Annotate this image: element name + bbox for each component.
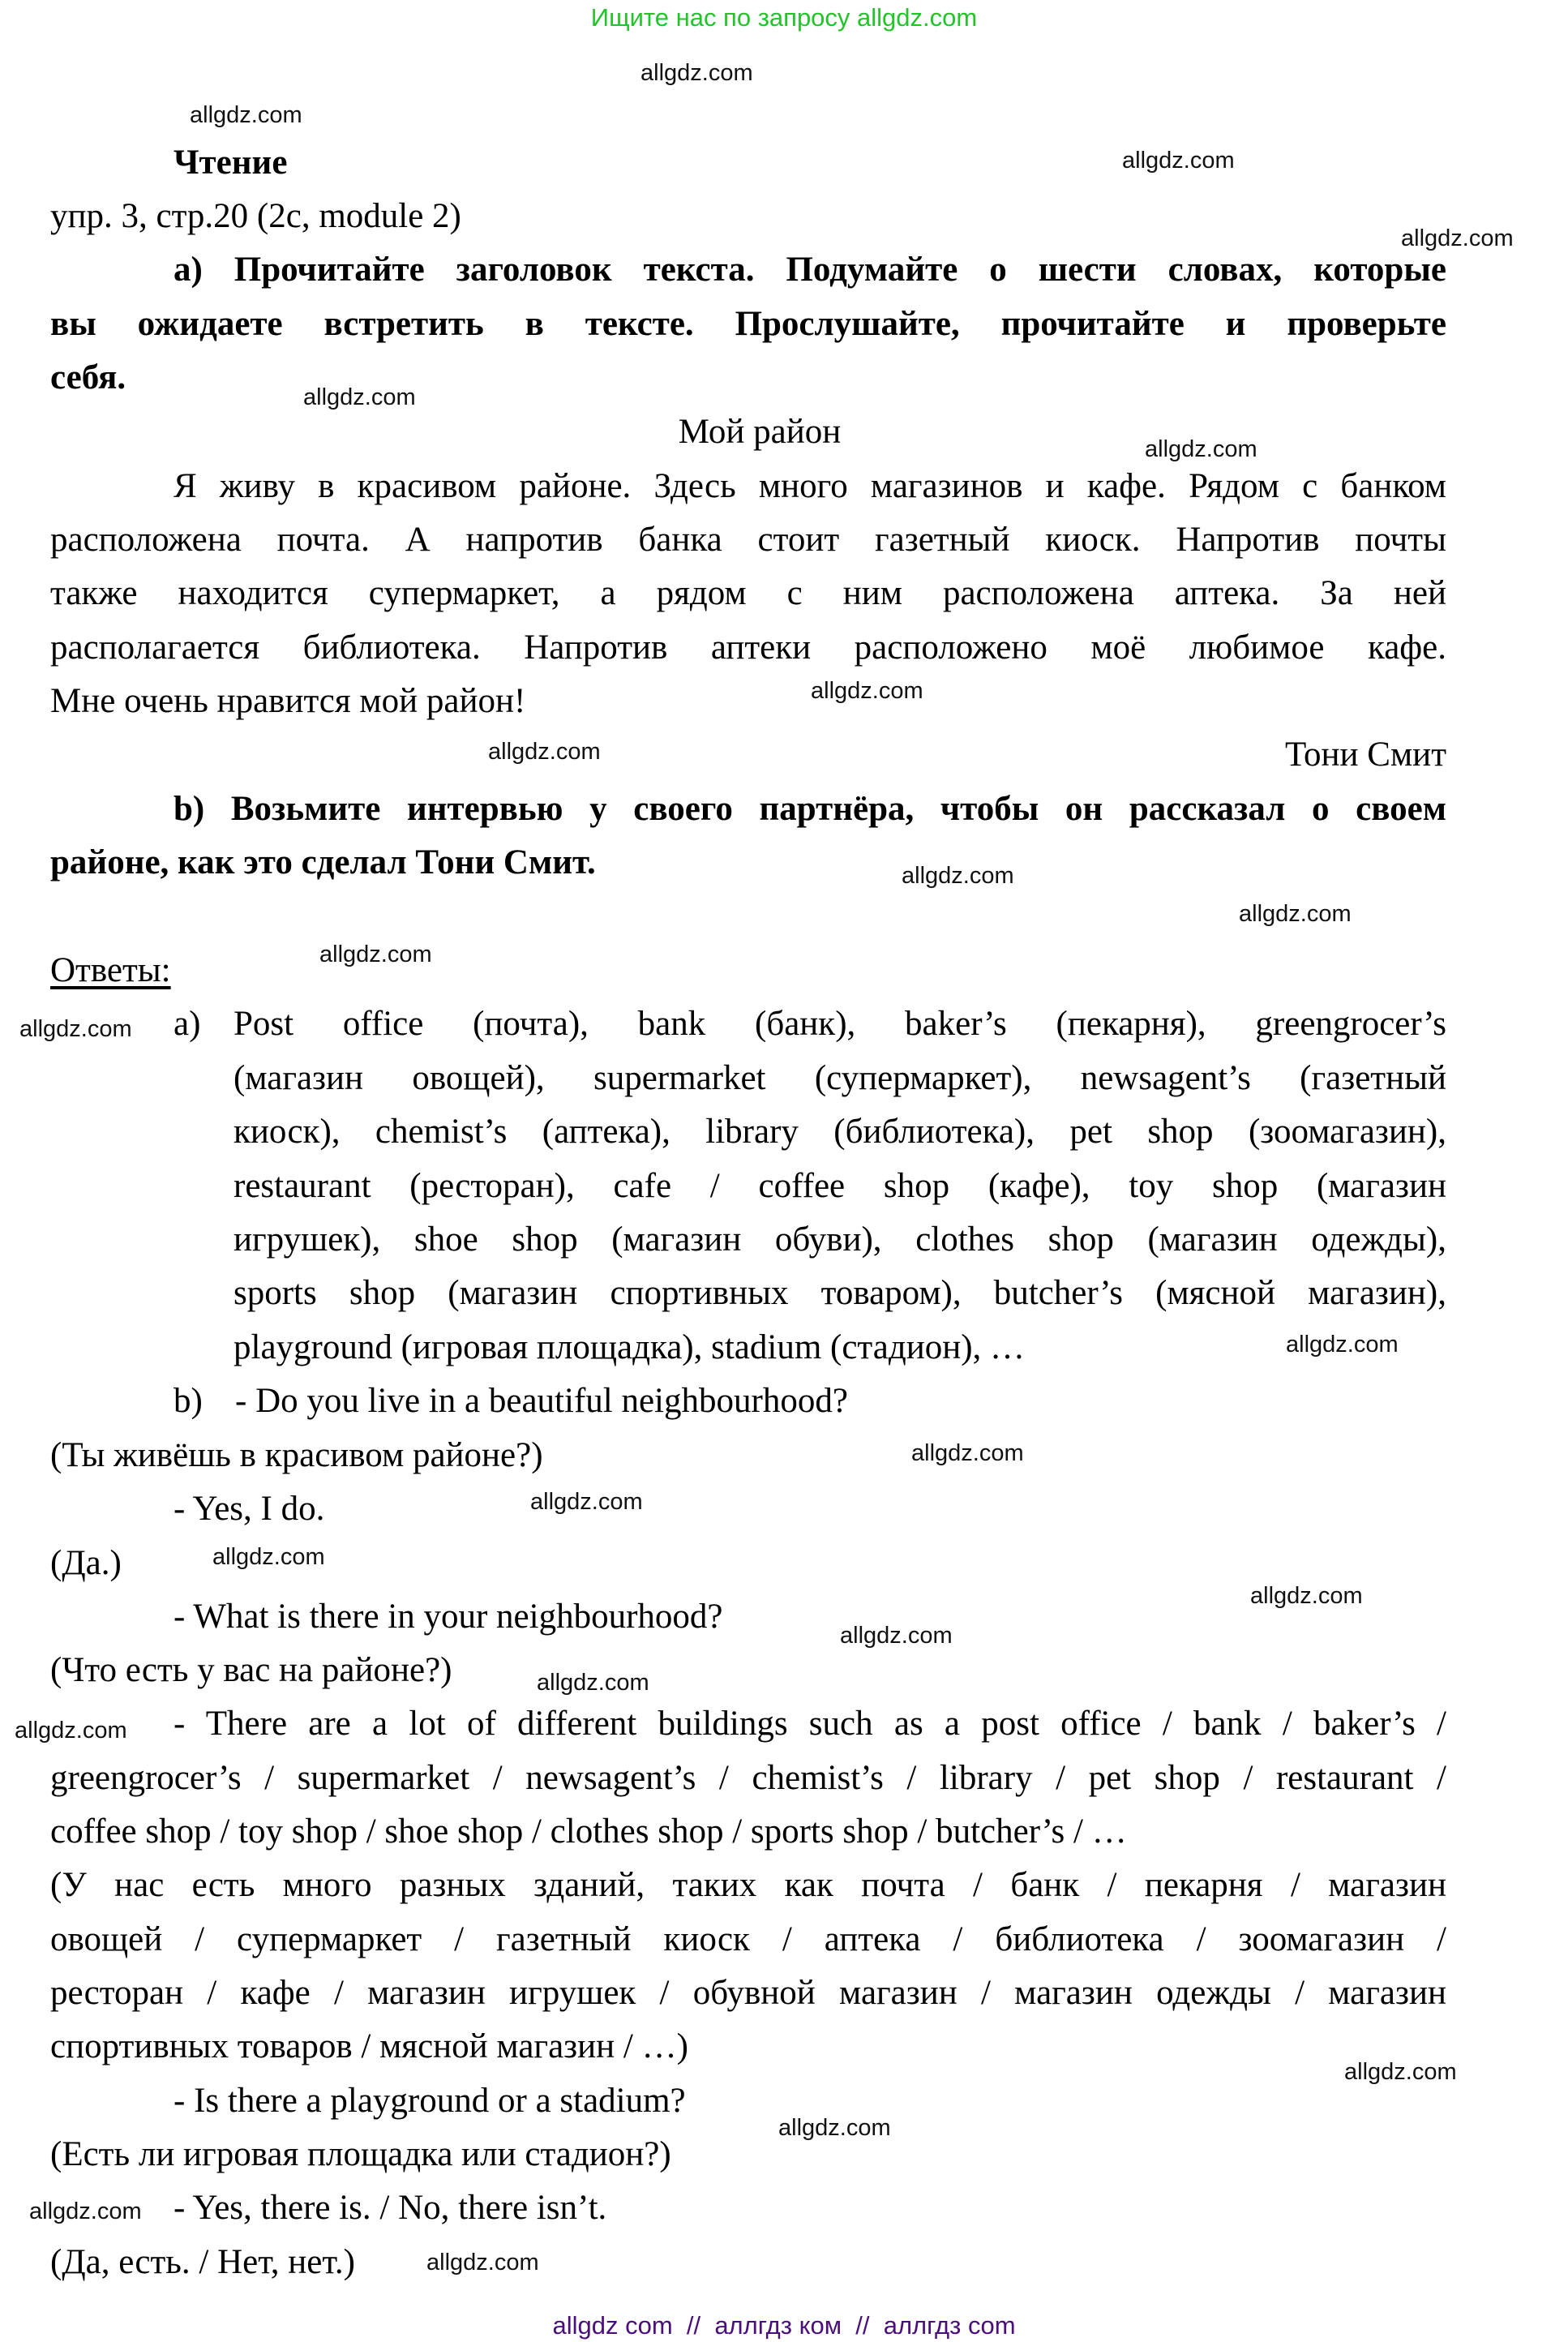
text-line-3: также находится супермаркет, а рядом с ним расположена аптека. За ней: [50, 574, 1446, 612]
watermark: allgdz.com: [303, 384, 416, 410]
watermark: allgdz.com: [426, 2250, 539, 2276]
answer-a-line-3: киоск), chemist’s (аптека), library (библиотека), pet shop (зоомагазин),: [233, 1113, 1446, 1151]
dialogue-line: - Is there a playground or a stadium?: [174, 2082, 686, 2120]
watermark: allgdz.com: [530, 1489, 643, 1515]
task-b-line-2: районе, как это сделал Тони Смит.: [50, 843, 596, 881]
watermark: allgdz.com: [1401, 225, 1514, 251]
answer-a-line-7: playground (игровая площадка), stadium (стадион), …: [233, 1328, 1026, 1366]
text-line-2: расположена почта. А напротив банка стоит газетный киоск. Напротив почты: [50, 521, 1446, 559]
watermark: allgdz.com: [19, 1016, 132, 1042]
task-a-line-3: себя.: [50, 358, 126, 397]
section-title: Чтение: [174, 144, 288, 182]
watermark: allgdz.com: [1344, 2059, 1457, 2085]
dialogue-line: greengrocer’s / supermarket / newsagent’s / chemist’s / library / pet shop / restaurant /: [50, 1759, 1446, 1797]
task-a-line-1: a) Прочитайте заголовок текста. Подумайте о шести словах, которые: [174, 251, 1446, 289]
dialogue-line: (Ты живёшь в красивом районе?): [50, 1436, 543, 1474]
text-author: Тони Смит: [1284, 736, 1446, 774]
dialogue-line: - Yes, there is. / No, there isn’t.: [174, 2189, 607, 2227]
watermark: allgdz.com: [778, 2115, 891, 2141]
dialogue-line: (Да.): [50, 1544, 122, 1582]
answers-label: Ответы:: [50, 951, 171, 989]
watermark: allgdz.com: [29, 2198, 142, 2224]
watermark: allgdz.com: [1239, 901, 1352, 927]
answer-b-marker: b): [174, 1382, 203, 1420]
dialogue-line: спортивных товаров / мясной магазин / …): [50, 2027, 688, 2065]
dialogue-line: ресторан / кафе / магазин игрушек / обувной магазин / магазин одежды / магазин: [50, 1974, 1446, 2012]
watermark: allgdz.com: [902, 863, 1014, 889]
watermark: allgdz.com: [640, 60, 753, 86]
watermark: allgdz.com: [537, 1670, 649, 1696]
task-b-line-1: b) Возьмите интервью у своего партнёра, чтобы он рассказал о своем: [174, 790, 1446, 828]
watermark: allgdz.com: [190, 102, 302, 128]
dialogue-line: coffee shop / toy shop / shoe shop / clothes shop / sports shop / butcher’s / …: [50, 1812, 1127, 1851]
watermark: allgdz.com: [840, 1623, 953, 1649]
answer-a-line-2: (магазин овощей), supermarket (супермаркет), newsagent’s (газетный: [233, 1059, 1446, 1097]
dialogue-line: - There are a lot of different buildings such as a post office / bank / baker’s /: [174, 1705, 1446, 1743]
watermark: allgdz.com: [212, 1544, 325, 1570]
answer-a-marker: a): [174, 1005, 201, 1043]
answer-a-line-6: sports shop (магазин спортивных товаром), butcher’s (мясной магазин),: [233, 1274, 1446, 1312]
dialogue-line: (У нас есть много разных зданий, таких как почта / банк / пекарня / магазин: [50, 1866, 1446, 1904]
dialogue-line: овощей / супермаркет / газетный киоск / аптека / библиотека / зоомагазин /: [50, 1920, 1446, 1958]
dialogue-line: - Yes, I do.: [174, 1490, 325, 1528]
exercise-reference: упр. 3, стр.20 (2c, module 2): [50, 197, 461, 235]
watermark: allgdz.com: [811, 678, 923, 704]
text-line-5: Мне очень нравится мой район!: [50, 682, 526, 720]
watermark: allgdz.com: [1145, 436, 1257, 462]
text-line-1: Я живу в красивом районе. Здесь много магазинов и кафе. Рядом с банком: [174, 467, 1446, 505]
answer-a-line-5: игрушек), shoe shop (магазин обуви), clothes shop (магазин одежды),: [233, 1220, 1446, 1259]
site-search-banner: Ищите нас по запросу allgdz.com: [590, 3, 978, 32]
site-footer-links[interactable]: allgdz com // аллгдз ком // аллгдз com: [552, 2311, 1016, 2340]
answer-a-line-1: Post office (почта), bank (банк), baker’s (пекарня), greengrocer’s: [233, 1005, 1446, 1043]
watermark: allgdz.com: [1286, 1332, 1399, 1358]
dialogue-line: - What is there in your neighbourhood?: [174, 1598, 723, 1636]
dialogue-line: - Do you live in a beautiful neighbourhood?: [235, 1382, 848, 1420]
watermark: allgdz.com: [319, 942, 432, 967]
watermark: allgdz.com: [15, 1718, 127, 1744]
dialogue-line: (Есть ли игровая площадка или стадион?): [50, 2135, 671, 2173]
watermark: allgdz.com: [911, 1440, 1024, 1466]
watermark: allgdz.com: [1122, 148, 1235, 174]
answer-a-line-4: restaurant (ресторан), cafe / coffee shop (кафе), toy shop (магазин: [233, 1167, 1446, 1205]
watermark: allgdz.com: [1250, 1583, 1363, 1609]
dialogue-line: (Что есть у вас на районе?): [50, 1651, 452, 1689]
dialogue-line: (Да, есть. / Нет, нет.): [50, 2243, 355, 2281]
task-a-line-2: вы ожидаете встретить в тексте. Прослушайте, прочитайте и проверьте: [50, 305, 1446, 343]
watermark: allgdz.com: [488, 739, 601, 765]
text-title: Мой район: [678, 413, 842, 451]
text-line-4: располагается библиотека. Напротив аптеки расположено моё любимое кафе.: [50, 628, 1446, 667]
